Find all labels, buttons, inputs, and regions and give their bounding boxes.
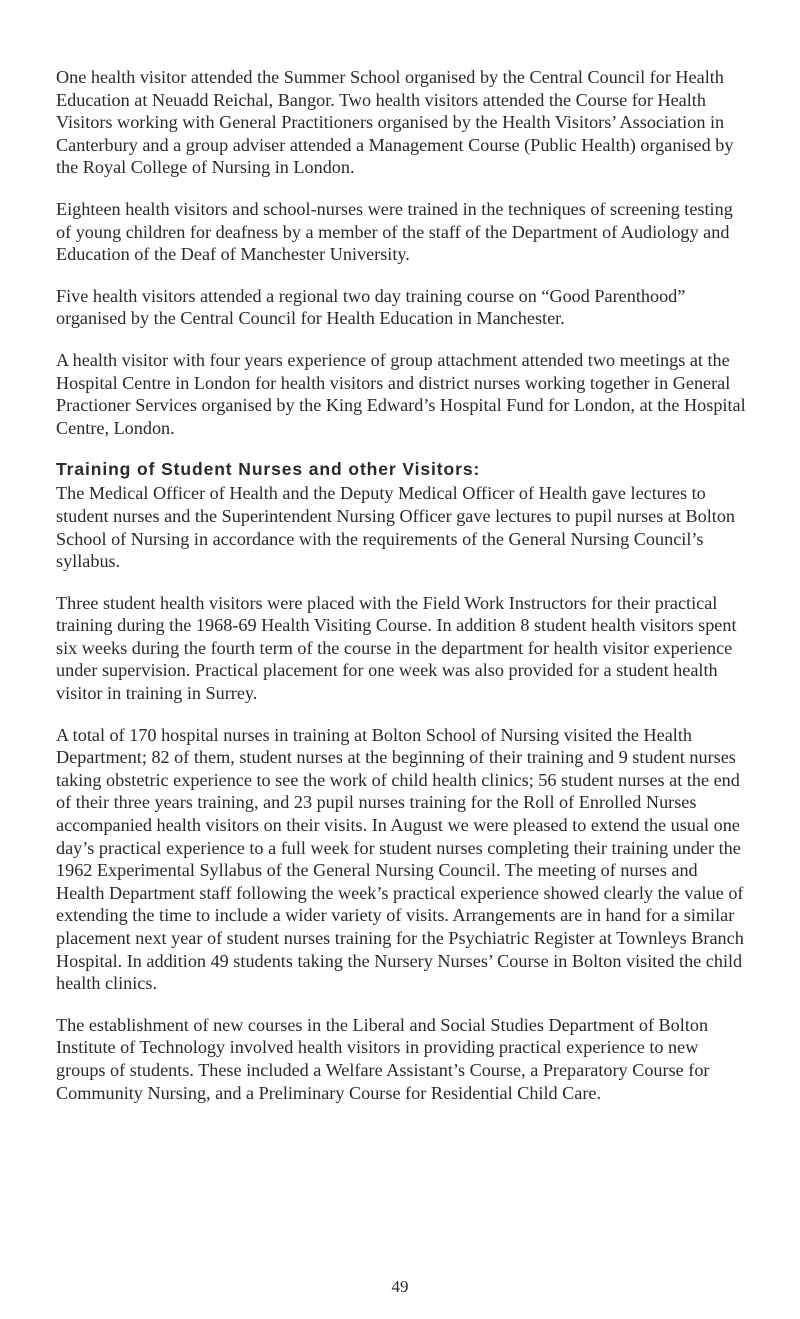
paragraph-group-attachment: A health visitor with four years experience of group attachment attended two meetings at the Hospital Centre in London for health visitors and district nurses working together in General Practioner Services organised by the King Edward’s Hospital Fund for London, at the Hospital Centre, London. bbox=[56, 349, 746, 438]
paragraph-summer-school: One health visitor attended the Summer School organised by the Central Council for Health Education at Neuadd Reichal, Bangor. Two health visitors attended the Course for Health Visitors working with General Practitioners organised by the Health Visitors’ Association in Canterbury and a group adviser attended a Management Course (Public Health) organised by the Royal College of Nursing in London. bbox=[56, 67, 734, 178]
document-page bbox=[56, 66, 748, 1123]
section-heading: Training of Student Nurses and other Visitors: bbox=[56, 459, 481, 480]
paragraph-lectures: The Medical Officer of Health and the Deputy Medical Officer of Health gave lectures to student nurses and the Superintendent Nursing Officer gave lectures to pupil nurses at Bolton School of Nursing in accordance with the requirements of the General Nursing Council’s syllabus. bbox=[56, 483, 736, 572]
paragraph-good-parenthood: Five health visitors attended a regional two day training course on “Good Parenthood” organised by the Central Council for Health Education in Manchester. bbox=[56, 285, 686, 329]
paragraph-deafness-screening: Eighteen health visitors and school-nurses were trained in the techniques of screening testing of young children for deafness by a member of the staff of the Department of Audiology and Education of the Deaf of Manchester University. bbox=[56, 198, 733, 265]
paragraph-student-health-visitors: Three student health visitors were placed with the Field Work Instructors for their practical training during the 1968-69 Health Visiting Course. In addition 8 student health visitors spent six weeks during the fourth term of the course in the department for health visitor experience under supervision. Practical placement for one week was also provided for a student health visitor in training in Surrey. bbox=[56, 592, 737, 704]
paragraph-hospital-nurses: A total of 170 hospital nurses in training at Bolton School of Nursing visited the Health Department; 82 of them, student nurses at the beginning of their training and 9 student nurses taking obstetric experience to see the work of child health clinics; 56 student nurses at the end of their three years training, and 23 pupil nurses training for the Roll of Enrolled Nurses accompanied health visitors on their visits. In August we were pleased to extend the usual one day’s practical experience to a full week for student nurses completing their training under the 1962 Experimental Syllabus of the General Nursing Council. The meeting of nurses and Health Department staff following the week’s practical experience showed clearly the value of extending the time to include a wider variety of visits. Arrangements are in hand for a similar placement next year of student nurses training for the Psychiatric Register at Townleys Branch Hospital. In addition 49 students taking the Nursery Nurses’ Course in Bolton visited the child health clinics. bbox=[56, 724, 744, 994]
page-number: 49 bbox=[391, 1277, 409, 1296]
paragraph-new-courses: The establishment of new courses in the Liberal and Social Studies Department of Bolton Institute of Technology involved health visitors in providing practical experience to new groups of students. These included a Welfare Assistant’s Course, a Preparatory Course for Community Nursing, and a Preliminary Course for Residential Child Care. bbox=[56, 1014, 710, 1103]
